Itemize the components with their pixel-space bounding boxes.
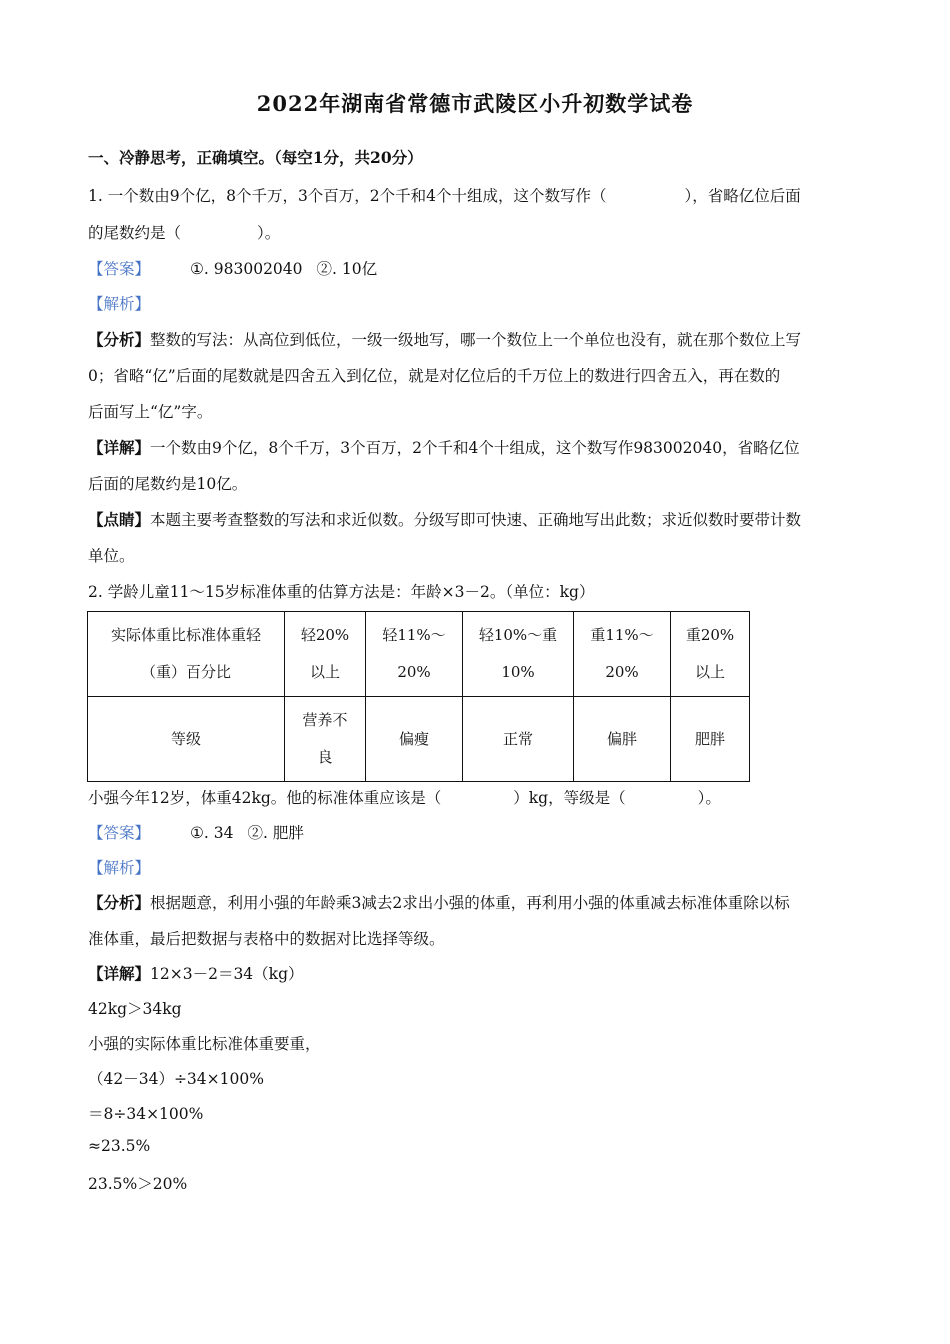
answer-label: 【答案】 bbox=[88, 260, 151, 278]
cell-text: 以上 bbox=[309, 663, 340, 681]
cell-text: 重20% bbox=[685, 626, 735, 644]
table-row bbox=[88, 697, 750, 782]
q2-xiangjie-1 bbox=[88, 962, 868, 984]
q1-xiangjie-text-1: 一个数由9个亿，8个千万，3个百万，2个千和4个十组成，这个数写作983002040，省略亿位 bbox=[150, 439, 800, 457]
q2-fenxi-2: 准体重，最后把数据与表格中的数据对比选择等级。 bbox=[88, 930, 445, 948]
table-cell bbox=[574, 612, 671, 697]
table-cell: 偏瘦 bbox=[366, 697, 463, 782]
cell-text: 以上 bbox=[694, 663, 725, 681]
cell-text: 实际体重比标准体重轻 bbox=[110, 626, 261, 644]
table-cell: 偏胖 bbox=[574, 697, 671, 782]
q1-answer-1: ①. 983002040 bbox=[190, 260, 303, 278]
cell-text: 轻10%～重 bbox=[478, 626, 558, 644]
xiangjie-label: 【详解】 bbox=[88, 964, 151, 983]
q1-text-b: ），省略亿位后面 bbox=[684, 187, 801, 205]
q1-text-d: ）。 bbox=[257, 224, 281, 242]
q1-dianjing-1 bbox=[88, 508, 868, 530]
q2-answer-2: ②. 肥胖 bbox=[247, 824, 304, 842]
q1-xiangjie-2: 后面的尾数约是10亿。 bbox=[88, 475, 248, 493]
q1-fenxi-2: 0；省略“亿”后面的尾数就是四舍五入到亿位，就是对亿位后的千万位上的数进行四舍五入，再在数的 bbox=[88, 367, 781, 385]
q2-step-5: ≈23.5% bbox=[88, 1137, 151, 1155]
q1-line1 bbox=[88, 184, 868, 206]
q1-text-c: 的尾数约是（ bbox=[88, 224, 182, 242]
q2-step-3: （42－34）÷34×100% bbox=[88, 1070, 264, 1088]
table-header-cell bbox=[88, 612, 285, 697]
q2-step-4: ＝8÷34×100% bbox=[88, 1105, 204, 1123]
q2-text-b: ）kg，等级是（ bbox=[513, 789, 626, 807]
cell-text: 重11%～ bbox=[590, 626, 654, 644]
cell-text: 营养不 bbox=[302, 711, 348, 729]
q2-step-6: 23.5%＞20% bbox=[88, 1175, 188, 1193]
q1-fenxi-1 bbox=[88, 328, 868, 350]
q2-step-1: 42kg＞34kg bbox=[88, 1000, 182, 1018]
answer-label: 【答案】 bbox=[88, 824, 151, 842]
table-cell bbox=[366, 612, 463, 697]
cell-text: 良 bbox=[317, 748, 333, 766]
table-row bbox=[88, 612, 750, 697]
table-cell bbox=[463, 612, 574, 697]
xiangjie-label: 【详解】 bbox=[88, 438, 151, 457]
q2-text-a: 小强今年12岁，体重42kg。他的标准体重应该是（ bbox=[88, 789, 442, 807]
table-header-cell: 等级 bbox=[88, 697, 285, 782]
q1-line2 bbox=[88, 221, 868, 243]
dianjing-label: 【点睛】 bbox=[88, 510, 151, 529]
q2-jiexi-label: 【解析】 bbox=[88, 859, 151, 877]
cell-text: 轻20% bbox=[300, 626, 350, 644]
q1-fenxi-3: 后面写上“亿”字。 bbox=[88, 403, 213, 421]
q2-step-2: 小强的实际体重比标准体重要重， bbox=[88, 1035, 321, 1053]
fenxi-label: 【分析】 bbox=[88, 330, 151, 349]
q1-dianjing-2: 单位。 bbox=[88, 547, 135, 565]
cell-text: 10% bbox=[501, 663, 535, 681]
table-cell bbox=[671, 612, 750, 697]
weight-grade-table bbox=[87, 611, 750, 782]
q2-xiangjie-text-1: 12×3－2＝34（kg） bbox=[150, 965, 304, 983]
table-cell: 肥胖 bbox=[671, 697, 750, 782]
q1-jiexi-label: 【解析】 bbox=[88, 295, 151, 313]
q2-answer bbox=[88, 821, 868, 843]
q2-question bbox=[88, 786, 868, 808]
cell-text: （重）百分比 bbox=[140, 663, 231, 681]
fenxi-label: 【分析】 bbox=[88, 893, 151, 912]
q2-intro: 2. 学龄儿童11～15岁标准体重的估算方法是：年龄×3－2。（单位：kg） bbox=[88, 583, 595, 601]
q1-xiangjie-1 bbox=[88, 436, 868, 458]
q2-fenxi-text-1: 根据题意，利用小强的年龄乘3减去2求出小强的体重，再利用小强的体重减去标准体重除以标 bbox=[150, 894, 790, 912]
q1-answer-2: ②. 10亿 bbox=[316, 260, 378, 278]
q1-answer bbox=[88, 257, 868, 279]
table-cell bbox=[285, 612, 366, 697]
q1-text-a: 1. 一个数由9个亿，8个千万，3个百万，2个千和4个十组成，这个数写作（ bbox=[88, 187, 607, 205]
q2-fenxi-1 bbox=[88, 891, 868, 913]
cell-text: 20% bbox=[605, 663, 639, 681]
q2-text-c: ）。 bbox=[697, 789, 721, 807]
table-cell: 正常 bbox=[463, 697, 574, 782]
cell-text: 20% bbox=[397, 663, 431, 681]
page-title: 2022年湖南省常德市武陵区小升初数学试卷 bbox=[256, 91, 694, 116]
cell-text: 轻11%～ bbox=[382, 626, 446, 644]
q1-fenxi-text-1: 整数的写法：从高位到低位，一级一级地写，哪一个数位上一个单位也没有，就在那个数位上写 bbox=[150, 331, 802, 349]
q2-answer-1: ①. 34 bbox=[190, 824, 234, 842]
section-heading: 一、冷静思考，正确填空。（每空1分，共20分） bbox=[88, 148, 423, 167]
table-cell bbox=[285, 697, 366, 782]
q1-dianjing-text-1: 本题主要考查整数的写法和求近似数。分级写即可快速、正确地写出此数；求近似数时要带计数 bbox=[150, 511, 802, 529]
